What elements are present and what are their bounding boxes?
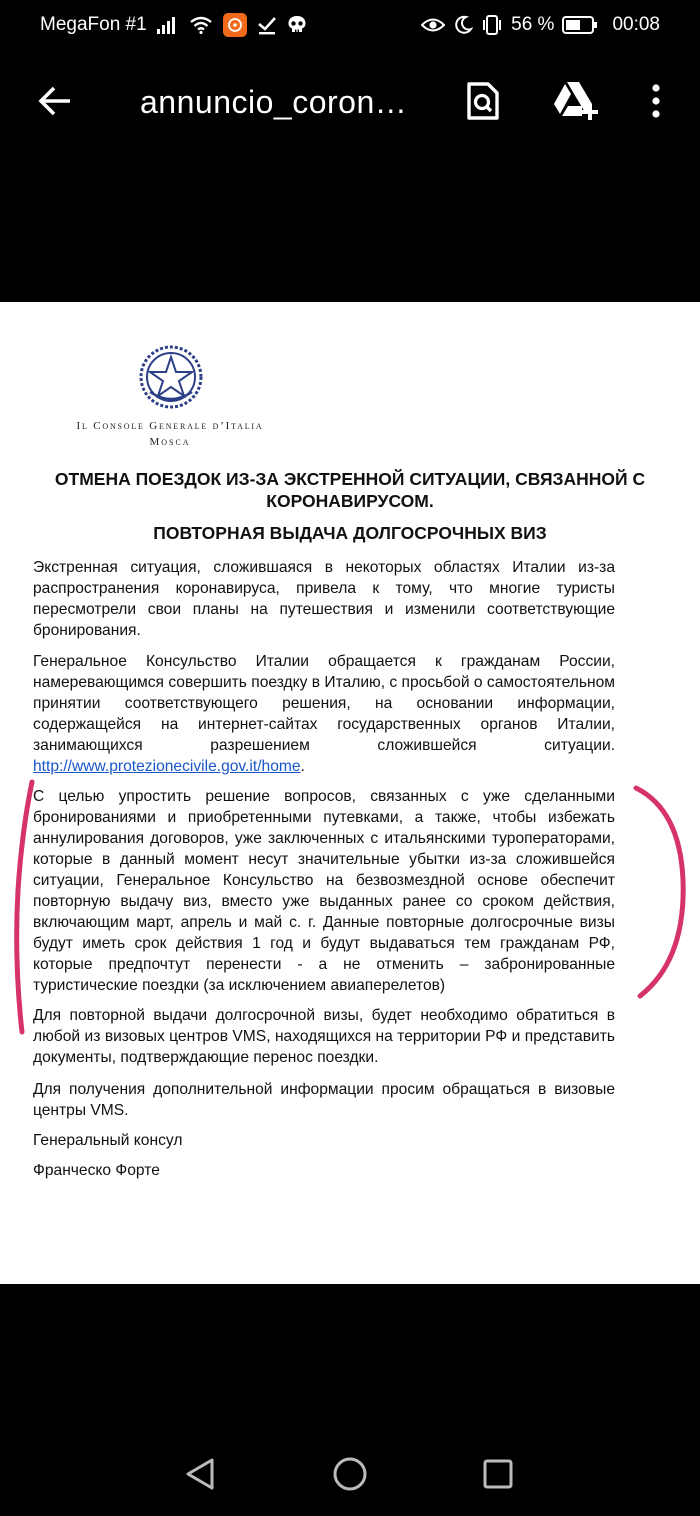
nav-recent-button[interactable] [476,1452,520,1496]
right-annotation-bracket [636,788,683,996]
nav-back-icon [184,1457,216,1491]
signal-icon [157,14,179,36]
vibrate-icon [481,14,503,36]
more-options-button[interactable] [636,78,676,124]
status-right [421,14,660,36]
document-heading-2: ПОВТОРНАЯ ВЫДАЧА ДОЛГОСРОЧНЫХ ВИЗ [153,523,547,543]
search-in-document-button[interactable] [460,78,506,124]
navigation-bar [0,1430,700,1516]
status-bar [0,0,700,54]
left-annotation-bracket [17,782,32,1032]
eye-icon [421,14,445,36]
signature-name: Франческо Форте [33,1162,160,1179]
document-heading-1: ОТМЕНА ПОЕЗДОК ИЗ-ЗА ЭКСТРЕННОЙ СИТУАЦИИ, СВЯЗАННОЙ С КОРОНАВИРУСОМ. [54,469,646,511]
nav-home-icon [332,1456,368,1492]
skull-icon [287,14,307,36]
nav-recent-icon [482,1458,514,1490]
paragraph-1: Экстренная ситуация, сложившаяся в некоторых областях Италии из-за распространения коронавируса, привела к тому, что многие туристы пересмотрели свои планы на путешествия и изменили соответствующие бронирования. [33,559,615,639]
consul-city: Mosca [149,436,191,448]
signature-title: Генеральный консул [33,1132,183,1149]
carrier-name: MegaFon #1 [40,14,147,35]
search-document-icon [466,81,500,121]
protezione-civile-link[interactable]: http://www.protezionecivile.gov.it/home [33,758,301,775]
battery-percent: 56 % [511,14,555,35]
link-suffix: . [300,758,305,775]
more-vert-icon [651,83,661,119]
italian-emblem-icon [138,344,204,410]
battery-icon [562,14,598,36]
document-title: annuncio_coron… [140,84,408,120]
annotation-brackets [0,770,700,1040]
nav-home-button[interactable] [328,1452,372,1496]
consul-line: Il Console Generale d’Italia [76,420,264,432]
nav-back-button[interactable] [178,1452,222,1496]
paragraph-3: С целью упростить решение вопросов, связанных с уже сделанными бронированиями и приобретенными путевками, а также, чтобы избежать аннулирования договоров, уже заключенных с итальянскими туроператорами, которые в данный момент несут значительные убытки из-за сложившейся ситуации, Генеральное Консульство на безвозмездной основе обеспечит повторную выдачу виз, вместо уже выданных ранее со сроком действия, включающим март, апрель и май с. г. Данные повторные долгосрочные визы будут иметь срок действия 1 год и будут выдаваться тем гражданам РФ, которые предпочтут перенести - а не отменить – забронированные туристические поездки (за исключением авиаперелетов) [33,788,615,994]
back-arrow-icon [37,83,73,119]
paragraph-2-text: Генеральное Консульство Италии обращается к гражданам России, намеревающимся совершить поездку в Италию, с просьбой о самостоятельном принятии соответствующего решения, на основании информации, содержащейся на интернет-сайтах государственных органов Италии, занимающихся разрешением сложившейся ситуации. [33,653,615,754]
wifi-icon [189,14,213,36]
paragraph-5: Для получения дополнительной информации просим обращаться в визовые центры VMS. [33,1081,615,1119]
add-to-drive-button[interactable] [550,78,602,124]
app-notification-icon [223,14,247,36]
drive-add-icon [552,80,600,122]
app-bar [0,54,700,154]
paragraph-4: Для повторной выдачи долгосрочной визы, будет необходимо обратиться в любой из визовых центров VMS, находящихся на территории РФ и представить документы, подтверждающие перенос поездки. [33,1007,615,1066]
moon-icon [453,14,473,36]
check-icon [257,14,277,36]
back-button[interactable] [30,76,80,126]
paragraph-2 [33,651,615,777]
clock: 00:08 [612,14,660,35]
status-left [40,14,307,36]
